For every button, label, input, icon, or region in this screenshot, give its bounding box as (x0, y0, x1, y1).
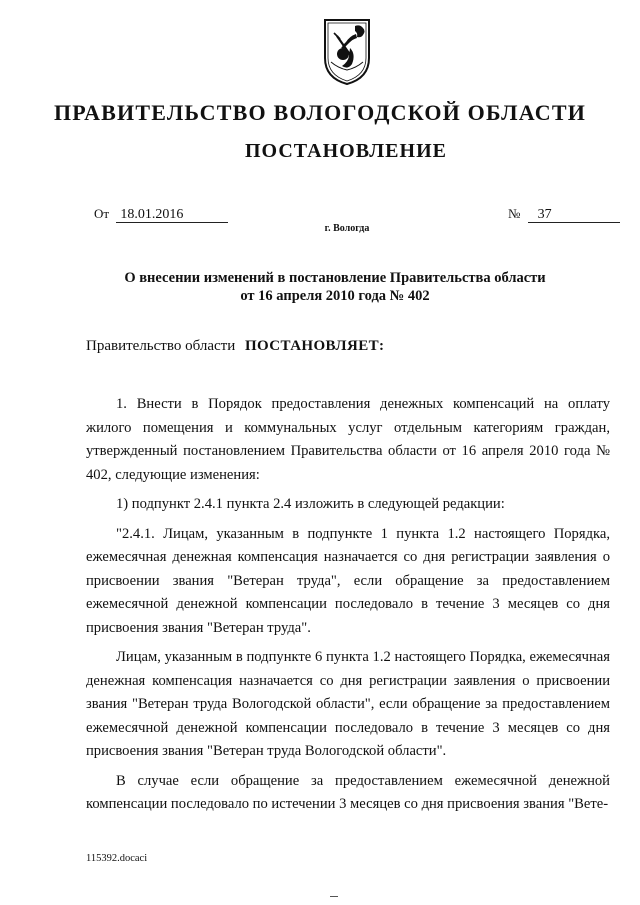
paragraph: Лицам, указанным в подпункте 6 пункта 1.2 настоящего Порядка, ежемесячная денежная компенсация назначается со дня регистрации заявления о присвоении звания "Ветеран труда Вологодской области", если обращение за предоставлением ежемесячной денежной компенсации последовало в течение 3 месяцев со дня присвоения звания "Ветеран труда Вологодской области". (86, 649, 610, 759)
subject-line-1: О внесении изменений в постановление Правительства области (124, 270, 546, 286)
date-field: 18.01.2016 (116, 207, 228, 223)
decree-verb: ПОСТАНОВЛЯЕТ: (244, 338, 385, 354)
paragraph: В случае если обращение за предоставлением ежемесячной денежной компенсации последовало по истечении 3 месяцев со дня присвоения звания "Вете- (86, 772, 610, 812)
document-subject (0, 269, 640, 305)
paragraph: "2.4.1. Лицам, указанным в подпункте 1 пункта 1.2 настоящего Порядка, ежемесячная денежная компенсация назначается со дня регистрации заявления о присвоении звания "Ветеран труда", если обращение за предоставлением ежемесячной денежной компенсации последовало в течение 3 месяцев со дня присвоения звания "Ветеран труда". (86, 525, 610, 636)
document-type-title: ПОСТАНОВЛЕНИЕ (245, 140, 447, 162)
number-prefix: № (508, 206, 521, 221)
file-code: 115392.docaci (86, 853, 148, 864)
coat-of-arms-icon (322, 18, 372, 86)
date-prefix: От (94, 206, 110, 221)
number-line (508, 206, 620, 223)
subject-line-2: от 16 апреля 2010 года № 402 (240, 288, 430, 304)
document-body (86, 393, 610, 817)
city-label: г. Вологда (324, 223, 370, 234)
paragraph: 1. Внести в Порядок предоставления денежных компенсаций на оплату жилого помещения и коммунальных услуг отдельным категориям граждан, утвержденный постановлением Правительства области от 16 апреля 2010 года № 402, следующие изменения: (86, 396, 610, 483)
page-mark (330, 896, 338, 900)
decree-statement (86, 338, 384, 355)
number-field: 37 (528, 207, 620, 223)
paragraph: 1) подпункт 2.4.1 пункта 2.4 изложить в следующей редакции: (116, 496, 505, 512)
government-title: ПРАВИТЕЛЬСТВО ВОЛОГОДСКОЙ ОБЛАСТИ (53, 100, 587, 125)
decree-lead: Правительство области (86, 338, 236, 354)
date-line (94, 206, 228, 223)
